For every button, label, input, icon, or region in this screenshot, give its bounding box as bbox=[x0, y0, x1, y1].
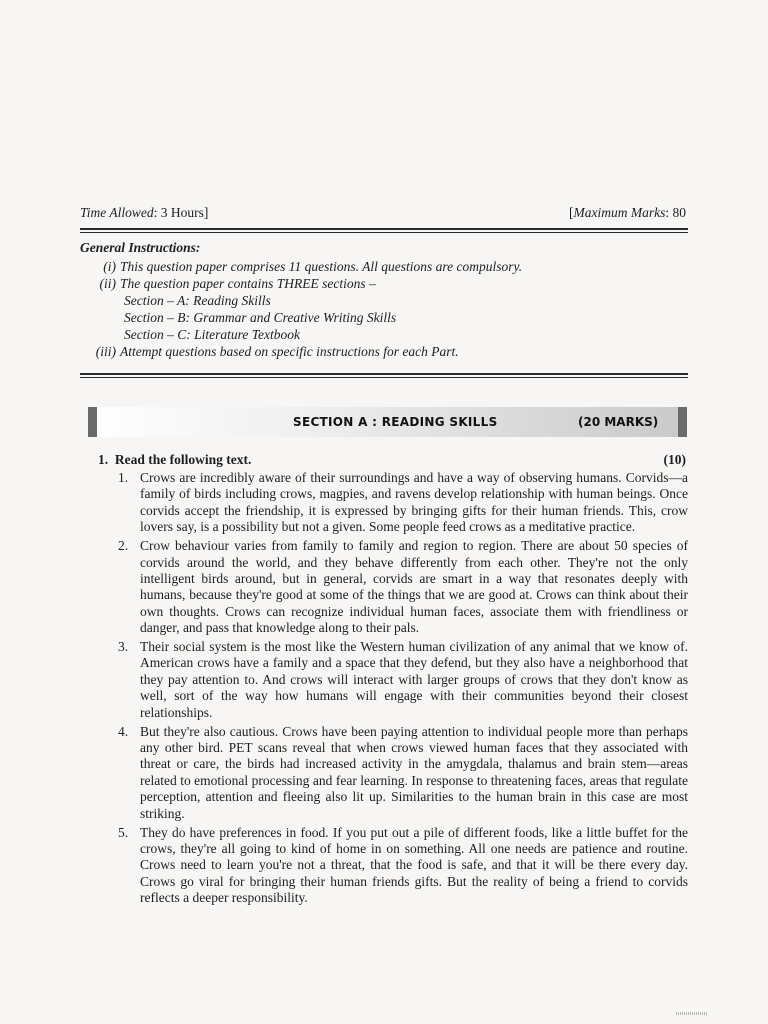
section-title: SECTION A : READING SKILLS bbox=[293, 415, 498, 429]
section-list bbox=[80, 292, 686, 343]
question-marks: (10) bbox=[663, 452, 686, 467]
general-instructions-list bbox=[80, 258, 686, 360]
section-list-item: Section – C: Literature Textbook bbox=[124, 327, 300, 342]
instructions-divider bbox=[80, 373, 688, 378]
passage-paragraph: 4. But they're also cautious. Crows have been paying attention to individual people more than perhaps any other bird. PET scans reveal that when crows viewed human faces that they associated with threat or care, the birds had increased activity in the amygdala, thalamus and brain stem—areas related to emotional processing and fear learning. In response to threatening faces, areas that regulate perception, attention and fleeing also lit up. Similarities to the human brain in this case are most striking. bbox=[118, 723, 688, 821]
passage-paragraph: 2. Crow behaviour varies from family to family and region to region. There are about 50 species of corvids around the world, and they behave differently from each other. They're not the only intelligent birds around, but in general, corvids are smart in a way that resonates deeply with humans, because they're good at some of the things that we are good at. Crows can think about their own thoughts. Crows can recognize individual human faces, associate them with friendliness or danger, and pass that knowledge along to their pals. bbox=[118, 538, 688, 636]
maximum-marks: [Maximum Marks: 80 bbox=[569, 205, 686, 220]
section-list-item: Section – B: Grammar and Creative Writing Skills bbox=[124, 310, 397, 325]
passage-paragraph: 5. They do have preferences in food. If you put out a pile of different foods, like a little buffet for the crows, they're all going to kind of home in on something. All one needs are patience and routine. Crows need to learn you're not a threat, that the food is safe, and that it will be there every day. Crows go viral for bringing their human friends gifts. But the reality of being a friend to corvids reflects a deeper responsibility. bbox=[118, 824, 688, 906]
banner-accent-right bbox=[678, 407, 687, 437]
question-header bbox=[80, 452, 686, 468]
footer-mark bbox=[676, 1012, 708, 1015]
header-divider bbox=[80, 228, 688, 233]
instruction-item: (ii) The question paper contains THREE sections – bbox=[99, 276, 376, 291]
reading-passage bbox=[110, 470, 688, 909]
exam-header bbox=[80, 205, 686, 221]
time-allowed: Time Allowed: 3 Hours] bbox=[80, 205, 209, 220]
section-banner bbox=[88, 407, 686, 437]
general-instructions-title: General Instructions: bbox=[80, 240, 201, 255]
passage-paragraph: 1. Crows are incredibly aware of their surroundings and have a way of observing humans. Corvids—a family of birds including crows, magpies, and ravens develop relationship with human beings. Once corvids accept the friendship, it is expressed by bringing gifts for their human friends. This, crow lovers say, is a possibility but not a given. Some people feed crows as a meditative practice. bbox=[118, 470, 688, 535]
banner-accent-left bbox=[88, 407, 97, 437]
section-marks: (20 MARKS) bbox=[578, 415, 659, 429]
passage-paragraph: 3. Their social system is the most like the Western human civilization of any animal that we know of. American crows have a family and a space that they defend, but they also have a neighborhood that they pay attention to. And crows will interact with larger groups of crows that they don't know as well, sort of the way how humans will engage with their communities beyond their closest relationships. bbox=[118, 639, 688, 720]
instruction-item: (i) This question paper comprises 11 questions. All questions are compulsory. bbox=[103, 259, 523, 274]
instruction-item: (iii) Attempt questions based on specific instructions for each Part. bbox=[95, 344, 459, 359]
section-list-item: Section – A: Reading Skills bbox=[124, 293, 271, 308]
question-number: 1. bbox=[98, 452, 109, 467]
question-prompt: Read the following text. bbox=[114, 452, 252, 467]
